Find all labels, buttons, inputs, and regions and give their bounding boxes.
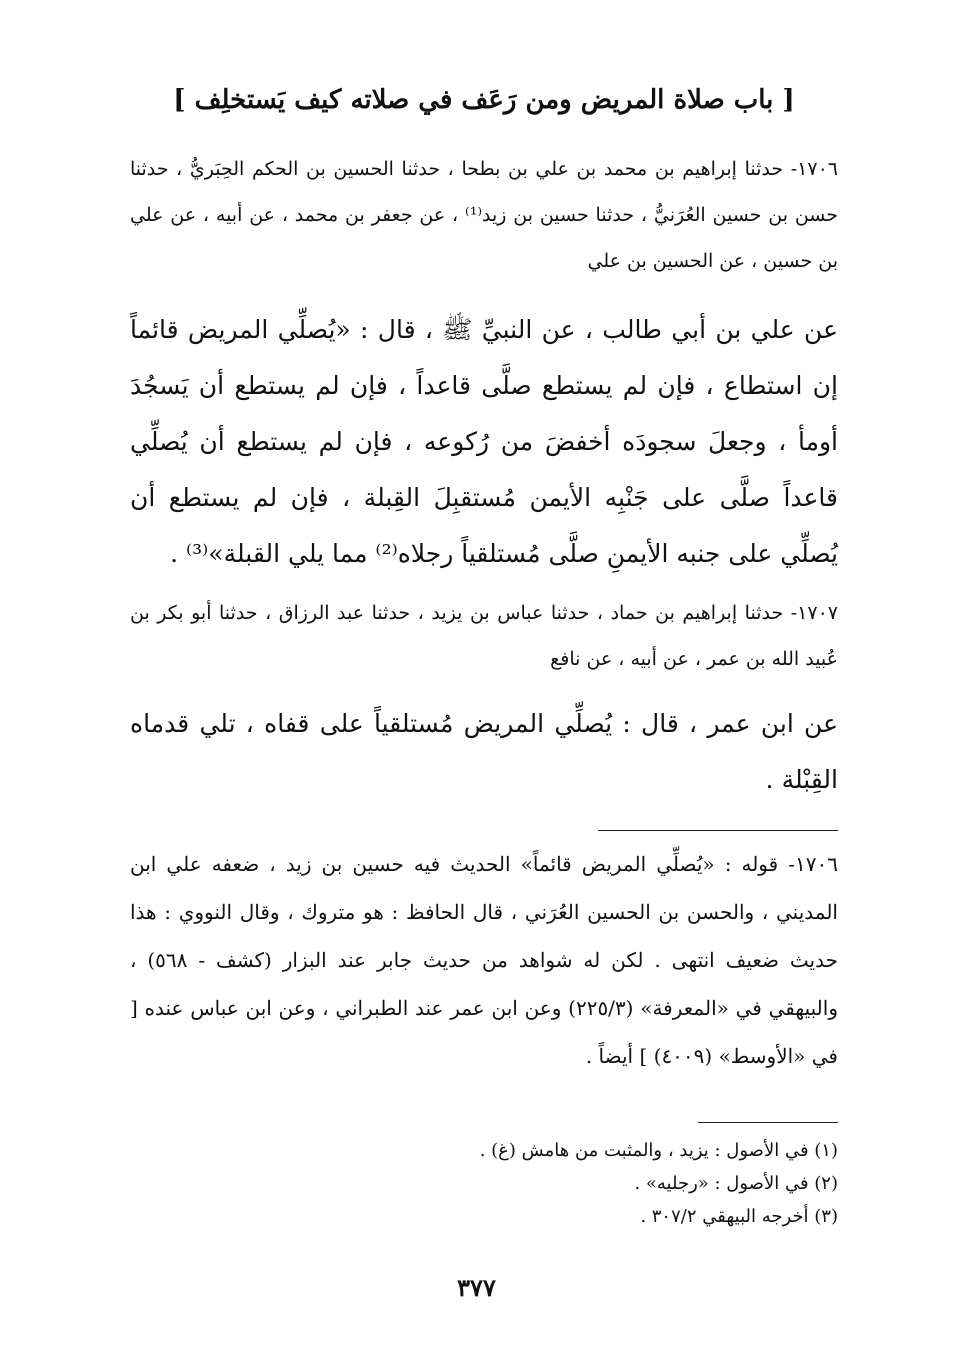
hadith-1707-matn: عن ابن عمر ، قال : يُصلِّي المريض مُستلقياً على قفاه ، تلي قدماه القِبْلة . (130, 709, 838, 794)
hadith-1706-matn: عن علي بن أبي طالب ، عن النبيِّ ﷺ ، قال : «يُصلِّي المريض قائماً إن استطاع ، فإن لم يستطع صلَّى قاعداً ، فإن لم يستطع أن يَسجُدَ أومأ ، وجعلَ سجودَه أخفضَ من رُكوعه ، فإن لم يستطع أن يُصلِّي قاعداً صلَّى على جَنْبِه الأيمن مُستقبِلَ القِبلة ، فإن لم يستطع أن يُصلِّي على جنبه الأيمنِ صلَّى مُستلقياً رجلاه⁽²⁾ مما يلي القبلة»⁽³⁾ . (130, 315, 838, 568)
page-number: ٣٧٧ (457, 1273, 496, 1302)
hadith-1707-chain: ١٧٠٧- حدثنا إبراهيم بن حماد ، حدثنا عباس بن يزيد ، حدثنا عبد الرزاق ، حدثنا أبو بكر بن عُبيد الله بن عمر ، عن أبيه ، عن نافع (130, 602, 838, 670)
chapter-title: [ باب صلاة المريض ومن رَعَف في صلاته كيف يَستخلِف ] (173, 85, 795, 115)
footnotes (130, 1134, 838, 1233)
hadith-1706-chain: ١٧٠٦- حدثنا إبراهيم بن محمد بن علي بن بطحا ، حدثنا الحسين بن الحكم الحِبَريُّ ، حدثنا حسن بن حسين العُرَنيُّ ، حدثنا حسين بن زيد⁽¹⁾ ، عن جعفر بن محمد ، عن أبيه ، عن علي بن حسين ، عن الحسين بن علي (130, 158, 838, 272)
footnote-3: (٣) أخرجه البيهقي ٣٠٧/٢ . (640, 1206, 838, 1227)
footnotes-separator (698, 1122, 838, 1123)
commentary-text: ١٧٠٦- قوله : «يُصلِّي المريض قائماً» الحديث فيه حسين بن زيد ، ضعفه علي ابن المديني ، والحسن بن الحسين العُرَني ، قال الحافظ : هو متروك ، وقال النووي : هذا حديث ضعيف انتهى . لكن له شواهد من حديث جابر عند البزار (كشف - ٥٦٨) ، والبيهقي في «المعرفة» (٢٢٥/٣) وعن ابن عمر عند الطبراني ، وعن ابن عباس عنده [ في «الأوسط» (٤٠٠٩) ] أيضاً . (130, 852, 838, 1068)
commentary-separator (598, 830, 838, 831)
footnote-2: (٢) في الأصول : «رجليه» . (634, 1173, 838, 1194)
footnote-1: (١) في الأصول : يزيد ، والمثبت من هامش (غ) . (479, 1140, 838, 1161)
